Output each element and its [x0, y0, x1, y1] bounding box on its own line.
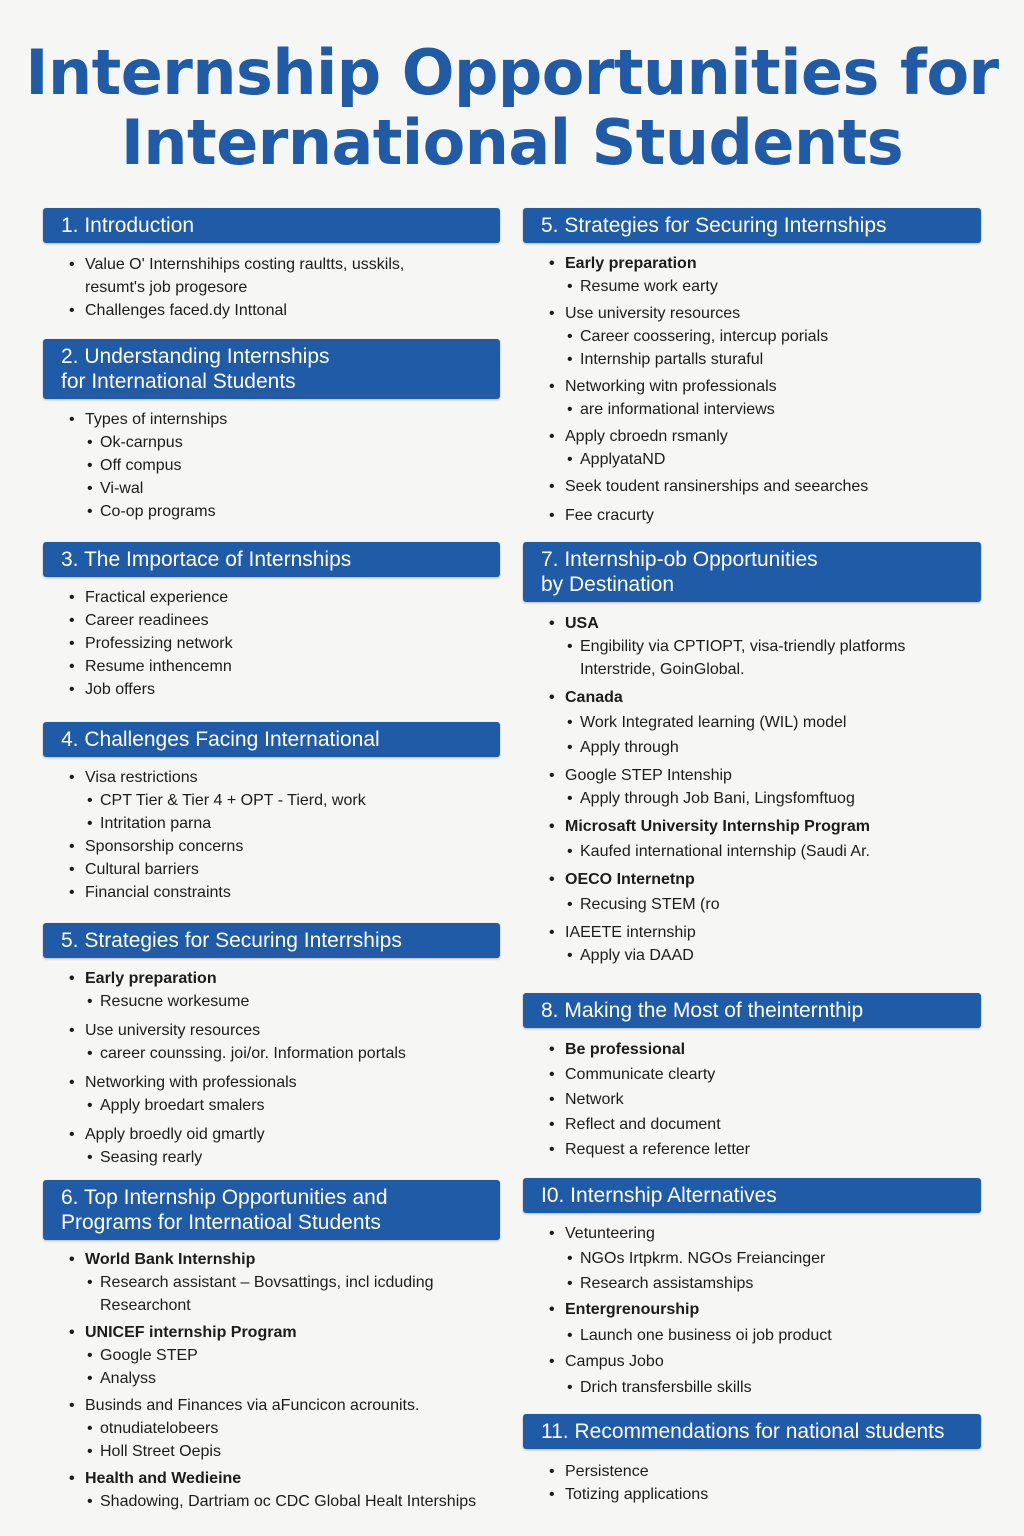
list-item: Interstride, GoinGlobal.: [580, 661, 745, 678]
list-item: • Health and Wedieine: [43, 1467, 500, 1490]
list-item: • Resucne workesume: [43, 990, 500, 1013]
list-item: • Shadowing, Dartriam oc CDC Global Healt Interships: [43, 1490, 500, 1513]
section-alternatives: [523, 1178, 981, 1399]
bullet-list: [43, 586, 500, 701]
list-item: • Types of internships: [43, 408, 500, 431]
section-header: 3. The Importace of Internships: [43, 542, 500, 577]
page-title: [0, 38, 1024, 178]
list-item: • Canada: [523, 686, 981, 709]
list-item: • World Bank Internship: [43, 1248, 500, 1271]
list-item: • Apply cbroedn rsmanly: [523, 425, 981, 448]
section-header-line-1: 7. Internship-ob Opportunities: [541, 548, 818, 571]
list-item: • career counssing. joi/or. Information portals: [43, 1042, 500, 1065]
list-item: • are informational interviews: [523, 398, 981, 421]
bullet-list: [43, 408, 500, 523]
section-strategies-left: [43, 923, 500, 1169]
bullet-list: [43, 967, 500, 1169]
section-header: 1. Introduction: [43, 208, 500, 243]
list-item: • Engibility via CPTIOPT, visa-triendly platforms: [523, 635, 981, 658]
list-item: • Challenges faced.dy Inttonal: [43, 299, 500, 322]
list-item: • Fractical experience: [43, 586, 500, 609]
section-strategies-right: [523, 208, 981, 527]
section-header: 11. Recommendations for national students: [523, 1414, 981, 1449]
section-challenges: [43, 722, 500, 904]
list-item: • Google STEP: [43, 1344, 500, 1367]
list-item: • Work Integrated learning (WIL) model: [523, 711, 981, 734]
list-item: • Use university resources: [43, 1019, 500, 1042]
list-item: • CPT Tier & Tier 4 + OPT - Tierd, work: [43, 789, 500, 812]
bullet-list: [523, 1222, 981, 1399]
section-header: [43, 339, 500, 399]
list-item: • Network: [523, 1087, 981, 1112]
bullet-list: [43, 253, 500, 322]
section-header: 4. Challenges Facing International: [43, 722, 500, 757]
list-item: • Internship partalls sturaful: [523, 348, 981, 371]
section-recommendations: [523, 1414, 981, 1506]
list-item: • Value O' Internshihips costing raultts, usskils,: [43, 253, 500, 276]
section-header: [523, 542, 981, 602]
section-header-line-2: by Destination: [541, 573, 675, 596]
section-making-the-most: [523, 993, 981, 1162]
list-item: • Cultural barriers: [43, 858, 500, 881]
list-item: • Vetunteering: [523, 1222, 981, 1245]
section-header: 5. Strategies for Securing Interrships: [43, 923, 500, 958]
section-header-line-1: 6. Top Internship Opportunities and: [61, 1186, 388, 1209]
section-importance-of-internships: [43, 542, 500, 701]
page-title-line-2: International Students: [120, 106, 904, 179]
section-header: [43, 1180, 500, 1240]
list-item: • Co-op programs: [43, 500, 500, 523]
list-item: • Research assistamships: [523, 1272, 981, 1295]
bullet-list: [523, 612, 981, 967]
list-item: • Career coossering, intercup porials: [523, 325, 981, 348]
list-item: • Ok-carnpus: [43, 431, 500, 454]
page-title-line-1: Internship Opportunities for: [25, 36, 999, 109]
list-item: • Holl Street Oepis: [43, 1440, 500, 1463]
list-item: • Seek toudent ransinerships and seearches: [523, 475, 981, 498]
list-item: • Early preparation: [43, 967, 500, 990]
list-item: • Research assistant – Bovsattings, incl icduding: [43, 1271, 500, 1294]
list-item: • ApplyataND: [523, 448, 981, 471]
list-item: • Vi-wal: [43, 477, 500, 500]
list-item: • Visa restrictions: [43, 766, 500, 789]
section-header-line-2: for International Students: [61, 370, 296, 393]
list-item: • Intritation parna: [43, 812, 500, 835]
list-item: • otnudiatelobeers: [43, 1417, 500, 1440]
list-item: • Totizing applications: [523, 1483, 981, 1506]
list-item: • Apply through: [523, 736, 981, 759]
section-understanding-internships: [43, 339, 500, 523]
list-item: • Campus Jobo: [523, 1350, 981, 1373]
list-item: • Job offers: [43, 678, 500, 701]
section-header-line-1: 2. Understanding Internships: [61, 345, 330, 368]
list-item: • Businds and Finances via aFuncicon acrounits.: [43, 1394, 500, 1417]
list-item: • Analyss: [43, 1367, 500, 1390]
list-item: • Early preparation: [523, 252, 981, 275]
list-item: • Drich transfersbille skills: [523, 1376, 981, 1399]
list-item: • NGOs Irtpkrm. NGOs Freiancinger: [523, 1247, 981, 1270]
bullet-list: [43, 766, 500, 904]
bullet-list: [523, 1037, 981, 1162]
list-item: • Request a reference letter: [523, 1137, 981, 1162]
list-item: • Entergrenourship: [523, 1298, 981, 1321]
section-by-destination: [523, 542, 981, 967]
list-item: • UNICEF internship Program: [43, 1321, 500, 1344]
list-item: • Use university resources: [523, 302, 981, 325]
list-item: • Communicate clearty: [523, 1062, 981, 1087]
list-item: • Resume work earty: [523, 275, 981, 298]
list-item: • Be professional: [523, 1037, 981, 1062]
list-item: • Google STEP Intenship: [523, 764, 981, 787]
section-header: 5. Strategies for Securing Internships: [523, 208, 981, 243]
list-item: • Resume inthencemn: [43, 655, 500, 678]
list-item: • Reflect and document: [523, 1112, 981, 1137]
section-introduction: [43, 208, 500, 322]
section-top-opportunities: [43, 1180, 500, 1513]
list-item: • Seasing rearly: [43, 1146, 500, 1169]
list-item: • Apply broedly oid gmartly: [43, 1123, 500, 1146]
list-item: • Fee cracurty: [523, 504, 981, 527]
section-header: I0. Internship Alternatives: [523, 1178, 981, 1213]
list-item: • Financial constraints: [43, 881, 500, 904]
list-item: • Networking witn professionals: [523, 375, 981, 398]
section-header: 8. Making the Most of theinternthip: [523, 993, 981, 1028]
list-item: • Professizing network: [43, 632, 500, 655]
bullet-list: [523, 252, 981, 527]
bullet-list: [523, 1460, 981, 1506]
list-item: resumt's job progesore: [85, 279, 248, 296]
list-item: • Recusing STEM (ro: [523, 893, 981, 916]
list-item: • Apply broedart smalers: [43, 1094, 500, 1117]
list-item: • Kaufed international internship (Saudi Ar.: [523, 840, 981, 863]
list-item: • Career readinees: [43, 609, 500, 632]
list-item: • USA: [523, 612, 981, 635]
list-item: • IAEETE internship: [523, 921, 981, 944]
list-item: • Launch one business oi job product: [523, 1324, 981, 1347]
list-item: • Apply through Job Bani, Lingsfomftuog: [523, 787, 981, 810]
list-item: • Sponsorship concerns: [43, 835, 500, 858]
list-item: • OECO Internetnp: [523, 868, 981, 891]
list-item: • Persistence: [523, 1460, 981, 1483]
bullet-list: [43, 1248, 500, 1513]
list-item: • Apply via DAAD: [523, 944, 981, 967]
list-item: • Microsaft University Internship Program: [523, 815, 981, 838]
list-item: • Networking with professionals: [43, 1071, 500, 1094]
list-item: • Off compus: [43, 454, 500, 477]
list-item: Researchont: [100, 1297, 191, 1314]
section-header-line-2: Programs for Internatioal Students: [61, 1211, 381, 1234]
